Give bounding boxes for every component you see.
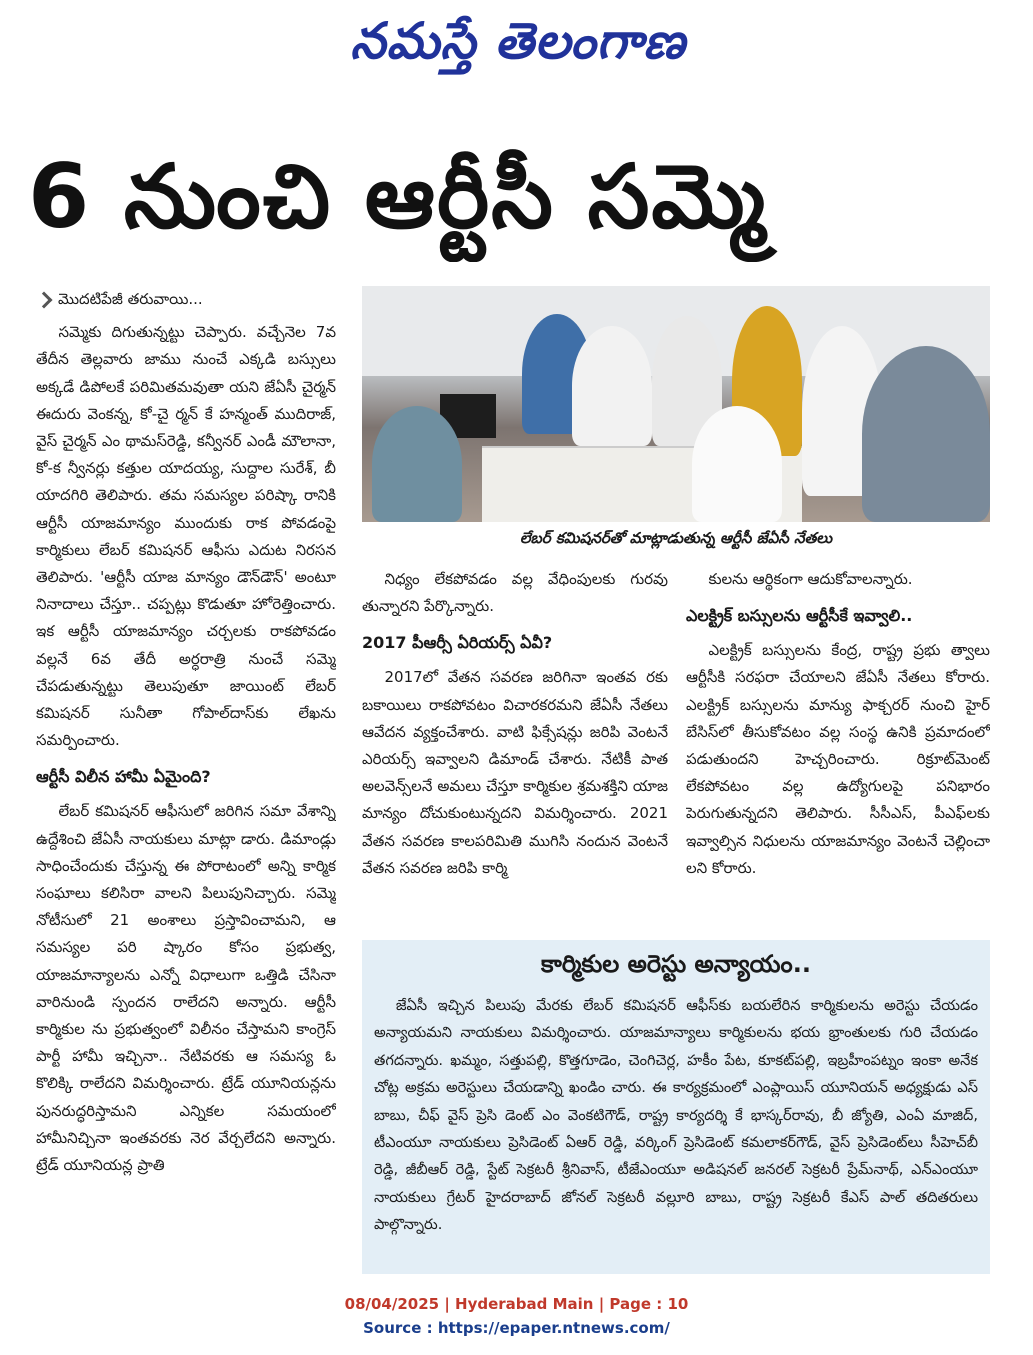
page-footer	[0, 1292, 1033, 1340]
photo-person	[692, 406, 782, 522]
article-column-1	[36, 286, 336, 1262]
paragraph: సమ్మెకు దిగుతున్నట్టు చెప్పారు. వచ్చేనెల 7వ తేదీన తెల్లవారు జాము నుంచే ఎక్కడి బస్సులు అక్కడే డిపోలకే పరిమితమవుతా యని జేఏసీ చైర్మన్ ఈదురు వెంకన్న, కో-చై ర్మన్ కే హన్మంత్ ముదిరాజ్, వైస్ చైర్మన్ ఎం థామస్‌రెడ్డి, కన్వీనర్ ఎండీ మౌలానా, కో-క న్వీనర్లు కత్తుల యాదయ్య, సుద్దాల సురేశ్, బీ యాదగిరి తెలిపారు. తమ సమస్యల పరిష్కా రానికి ఆర్టీసీ యాజమాన్యం ముందుకు రాక పోవడంపై కార్మికులు లేబర్ కమిషనర్ ఆఫీసు ఎదుట నిరసన తెలిపారు. 'ఆర్టీసీ యాజ మాన్యం డౌన్‌డౌన్' అంటూ నినాదాలు చేస్తూ.. చప్పట్లు కొడుతూ హోరెత్తించారు. ఇక ఆర్టీసీ యాజమాన్యం చర్చలకు రాకపోవడం వల్లనే 6వ తేదీ అర్ధరాత్రి నుంచే సమ్మె చేపడుతున్నట్టు తెలుపుతూ జాయింట్ లేబర్ కమిషనర్ సునీతా గోపాల్‌దాస్‌కు లేఖను సమర్పించారు.	[36, 323, 336, 750]
photo-person	[862, 346, 990, 522]
highlight-box	[362, 940, 990, 1274]
continuation-marker	[36, 286, 336, 313]
article-column-2	[362, 566, 668, 912]
paragraph: ఎలక్ట్రిక్ బస్సులను కేంద్ర, రాష్ట్ర ప్రభు త్వాలు ఆర్టీసీకి సరఫరా చేయాలని జేఏసీ నేతలు కోరారు. ఎలక్ట్రిక్ బస్సులను మాన్యు ఫాక్చరర్ నుంచి హైర్ బేసిస్‌లో తీసుకోవటం వల్ల సంస్థ ఉనికి ప్రమాదంలో పడుతుందని హెచ్చరించారు. రిక్రూట్‌మెంట్ లేకపోవటం వల్ల ఉద్యోగులపై పనిభారం పెరుగుతున్నదని తెలిపారు. సీసీఎస్, పీఎఫ్‌లకు ఇవ్వాల్సిన నిధులను యాజమాన్యం వెంటనే చెల్లించా లని కోరారు.	[686, 641, 990, 877]
subheading: ఎలక్ట్రిక్ బస్సులను ఆర్టీసీకే ఇవ్వాలి..	[686, 606, 913, 626]
photo-person	[572, 326, 652, 446]
chevron-right-icon	[36, 291, 52, 308]
news-photo	[362, 286, 990, 522]
edition-info: 08/04/2025 | Hyderabad Main | Page : 10	[344, 1295, 689, 1313]
paragraph: కులను ఆర్థికంగా ఆదుకోవాలన్నారు.	[708, 570, 913, 588]
photo-caption: లేబర్ కమిషనర్‌తో మాట్లాడుతున్న ఆర్టీసీ జేఏసీ నేతలు	[519, 529, 833, 547]
headline: 6 నుంచి ఆర్టీసీ సమ్మె	[28, 145, 768, 248]
photo-person	[372, 406, 462, 522]
box-title: కార్మికుల అరెస్టు అన్యాయం..	[541, 950, 811, 978]
paragraph: లేబర్ కమిషనర్ ఆఫీసులో జరిగిన సమా వేశాన్ని ఉద్దేశించి జేఏసీ నాయకులు మాట్లా డారు. డిమాండ్లు సాధించేందుకు చేస్తున్న ఈ పోరాటంలో అన్ని కార్మిక సంఘాలు కలిసిరా వాలని పిలుపునిచ్చారు. సమ్మె నోటీసులో 21 అంశాలు ప్రస్తావించామని, ఆ సమస్యల పరి ష్కారం కోసం ప్రభుత్వ, యాజమాన్యాలను ఎన్నో విధాలుగా ఒత్తిడి చేసినా వారినుండి స్పందన రాలేదని అన్నారు. ఆర్టీసీ కార్మికుల ను ప్రభుత్వంలో విలీనం చేస్తామని కాంగ్రెస్ పార్టీ హామీ ఇచ్చినా.. నేటివరకు ఆ సమస్య ఓ కొలిక్కి రాలేదని విమర్శించారు. ట్రేడ్ యూనియన్లను పునరుద్ధరిస్తామని ఎన్నికల సమయంలో హామీనిచ్చినా ఇంతవరకు నెర వేర్చలేదని అన్నారు. ట్రేడ్ యూనియన్ల ప్రాతి	[36, 802, 336, 1175]
continuation-label: మొదటిపేజీ తరువాయి...	[58, 290, 203, 308]
box-text: జేఏసీ ఇచ్చిన పిలుపు మేరకు లేబర్ కమిషనర్ ఆఫీస్‌కు బయలేరిన కార్మికులను అరెస్టు చేయడం అన్యాయమని నాయకులు విమర్శించారు. యాజమాన్యాలు కార్మికులను భయ భ్రాంతులకు గురి చేయడం తగదన్నారు. ఖమ్మం, సత్తుపల్లి, కొత్తగూడెం, చెంగిచెర్ల, హకీం పేట, కూకట్‌పల్లి, ఇబ్రహీంపట్నం ఇంకా అనేక చోట్ల అక్రమ అరెస్టులు చేయడాన్ని ఖండిం చారు. ఈ కార్యక్రమంలో ఎంప్లాయిస్ యూనియన్ అధ్యక్షుడు ఎస్ బాబు, చీఫ్ వైస్ ప్రెసి డెంట్ ఎం వెంకటిగౌడ్, రాష్ట్ర కార్యదర్శి కే భాస్కర్‌రావు, బీ జ్యోతి, ఎంఏ మాజిద్, టీఎంయూ నాయకులు ప్రెసిడెంట్ ఏఆర్ రెడ్డి, వర్కింగ్ ప్రెసిడెంట్ కమలాకర్‌గౌడ్, వైస్ ప్రెసిడెంట్‌లు సీహెచ్‌బీ రెడ్డి, జీబీఆర్ రెడ్డి, స్టేట్ సెక్రటరీ శ్రీనివాస్, టీజేఎంయూ అడిషనల్ జనరల్ సెక్రటరీ ప్రేమ్‌నాథ్, ఎన్ఎంయూ నాయకులు గ్రేటర్ హైదరాబాద్ జోనల్ సెక్రటరీ వల్లూరి బాబు, రాష్ట్ర సెక్రటరీ కేఎస్ పాల్ తదితరులు పాల్గొన్నారు.	[374, 997, 978, 1234]
paragraph: నిధ్యం లేకపోవడం వల్ల వేధింపులకు గురవు తున్నారని పేర్కొన్నారు.	[362, 570, 668, 616]
paragraph: 2017లో వేతన సవరణ జరిగినా ఇంతవ రకు బకాయిలు రాకపోవటం విచారకరమని జేఏసీ నేతలు ఆవేదన వ్యక్తంచేశారు. వాటి ఫిక్సేషన్లు జరిపి వెంటనే ఎరియర్స్ ఇవ్వాలని డిమాండ్ చేశారు. నేటికీ పాత అలవెన్స్‌లనే అమలు చేస్తూ కార్మికుల శ్రమశక్తిని యాజ మాన్యం దోచుకుంటున్నదని విమర్శించారు. 2021 వేతన సవరణ కాలపరిమితి ముగిసి నందున వెంటనే వేతన సవరణ జరిపి కార్మి	[362, 668, 668, 877]
article-column-3	[686, 566, 990, 932]
subheading: ఆర్టీసీ విలీన హామీ ఏమైంది?	[36, 767, 211, 787]
subheading: 2017 పీఆర్సీ ఏరియర్స్ ఏవీ?	[362, 633, 553, 653]
source-link[interactable]: Source : https://epaper.ntnews.com/	[363, 1319, 670, 1337]
newspaper-masthead: నమస్తే తెలంగాణ	[350, 11, 686, 70]
